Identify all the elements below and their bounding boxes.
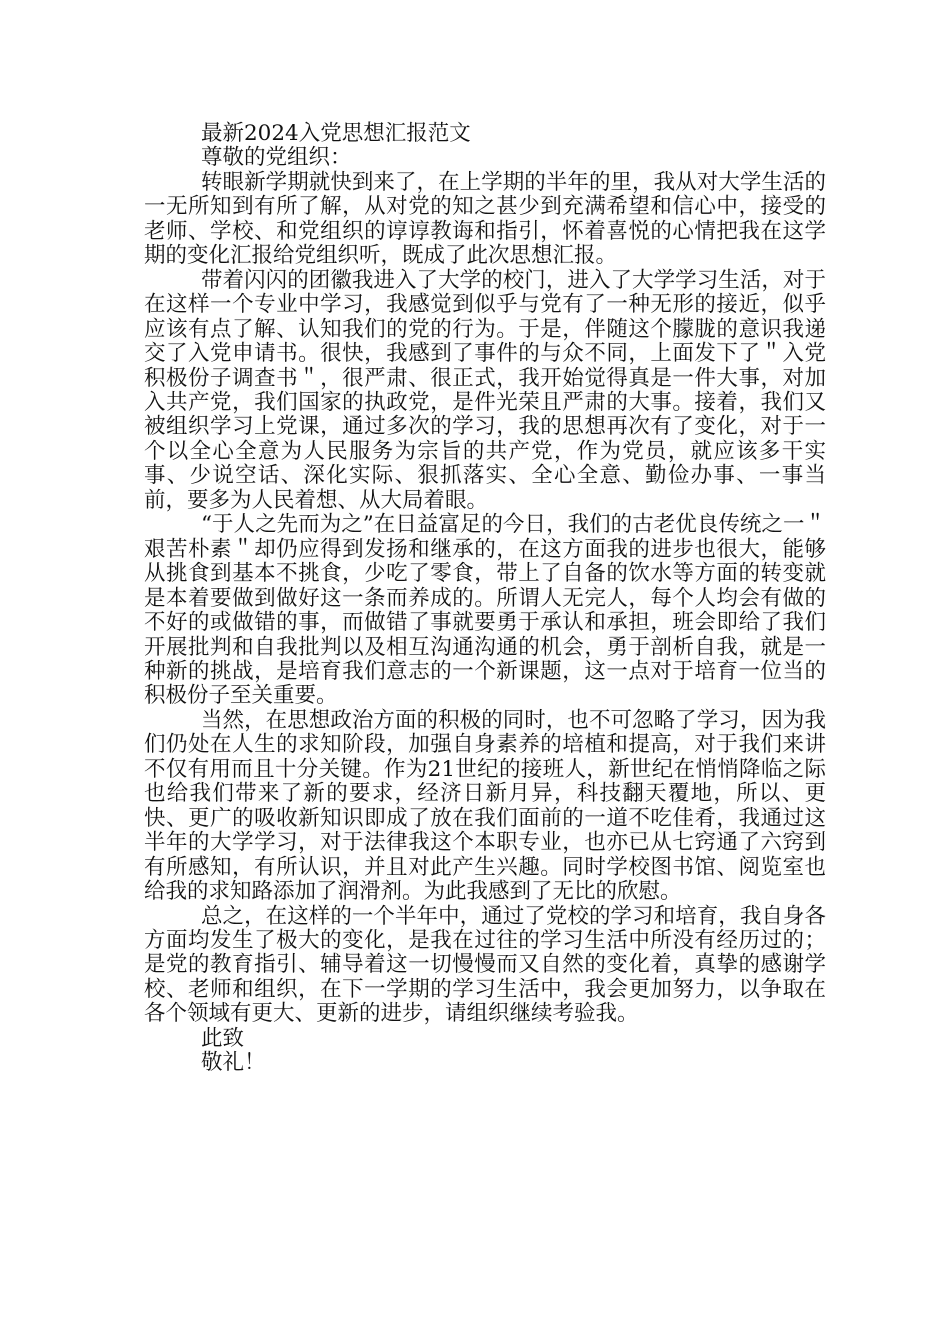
paragraph-2: 带着闪闪的团徽我进入了大学的校门，进入了大学学习生活，对于在这样一个专业中学习，我感觉到似乎与党有了一种无形的接近，似乎应该有点了解、认知我们的党的行为。于是，伴随这个朦胧的意识我递交了入党申请书。很快，我感到了事件的与众不同，上面发下了＂入党积极份子调查书＂，很严肃、很正式，我开始觉得真是一件大事，对加入共产党，我们国家的执政党，是件光荣且严肃的大事。接着，我们又被组织学习上党课，通过多次的学习，我的思想再次有了变化，对于一个以全心全意为人民服务为宗旨的共产党，作为党员，就应该多干实事、少说空话、深化实际、狠抓落实、全心全意、勤俭办事、一事当前，要多为人民着想、从大局着眼。 [144, 267, 826, 513]
paragraph-3: “于人之先而为之”在日益富足的今日，我们的古老优良传统之一＂艰苦朴素＂却仍应得到发扬和继承的，在这方面我的进步也很大，能够从挑食到基本不挑食，少吃了零食，带上了自备的饮水等方面的转变就是本着要做到做好这一条而养成的。所谓人无完人，每个人均会有做的不好的或做错的事，而做错了事就要勇于承认和承担，班会即给了我们开展批判和自我批判以及相互沟通沟通的机会，勇于剖析自我，就是一种新的挑战，是培育我们意志的一个新课题，这一点对于培育一位当的积极份子至关重要。 [144, 512, 826, 709]
closing-line: 此致 [201, 1025, 245, 1051]
salutation: 尊敬的党组织： [201, 145, 352, 171]
document-body [144, 122, 826, 1076]
regards-line: 敬礼！ [201, 1050, 266, 1076]
paragraph-5: 总之，在这样的一个半年中，通过了党校的学习和培育，我自身各方面均发生了极大的变化，是我在过往的学习生活中所没有经历过的；是党的教育指引、辅导着这一切慢慢而又自然的变化着，真挚的感谢学校、老师和组织，在下一学期的学习生活中，我会更加努力，以争取在各个领域有更大、更新的进步，请组织继续考验我。 [144, 903, 826, 1027]
paragraph-4: 当然，在思想政治方面的积极的同时，也不可忽略了学习，因为我们仍处在人生的求知阶段，加强自身素养的培植和提高，对于我们来讲不仅有用而且十分关键。作为21世纪的接班人，新世纪在悄悄降临之际也给我们带来了新的要求，经济日新月异，科技翻天覆地，所以、更快、更广的吸收新知识即成了放在我们面前的一道不吃佳肴，我通过这半年的大学学习，对于法律我这个本职专业，也亦已从七窍通了六窍到有所感知，有所认识，并且对此产生兴趣。同时学校图书馆、阅览室也给我的求知路添加了润滑剂。为此我感到了无比的欣慰。 [144, 707, 826, 905]
document-title: 最新2024入党思想汇报范文 [201, 121, 471, 146]
paragraph-1: 转眼新学期就快到来了，在上学期的半年的里，我从对大学生活的一无所知到有所了解，从对党的知之甚少到充满希望和信心中，接受的老师、学校、和党组织的谆谆教诲和指引，怀着喜悦的心情把我在这学期的变化汇报给党组织听，既成了此次思想汇报。 [144, 169, 826, 269]
